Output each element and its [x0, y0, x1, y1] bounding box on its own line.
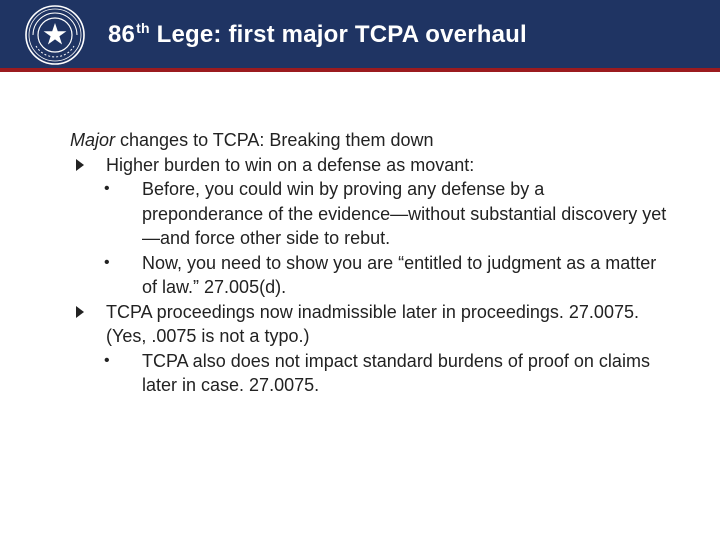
sub-bullet-text: TCPA also does not impact standard burdens of proof on claims later in case. 27.0075. [142, 350, 650, 395]
slide-header [0, 0, 720, 68]
title-superscript: th [136, 20, 150, 36]
attorney-general-seal-icon [24, 4, 86, 66]
dot-bullet-icon: • [104, 351, 110, 369]
sub-bullet-point [70, 251, 670, 300]
bullet-point [70, 300, 670, 349]
triangle-bullet-icon [76, 306, 84, 318]
title-number: 86 [108, 21, 136, 48]
section-heading [70, 128, 670, 153]
bullet-point [70, 153, 670, 178]
heading-rest: changes to TCPA: Breaking them down [115, 130, 434, 150]
sub-bullet-point [70, 177, 670, 251]
dot-bullet-icon: • [104, 253, 110, 271]
bullet-text: TCPA proceedings now inadmissible later in proceedings. 27.0075. (Yes, .0075 is not a typo.) [106, 301, 639, 346]
header-divider [0, 68, 720, 72]
triangle-bullet-icon [76, 159, 84, 171]
title-text: Lege: first major TCPA overhaul [149, 21, 527, 48]
heading-italic: Major [70, 130, 116, 150]
dot-bullet-icon: • [104, 180, 110, 197]
slide-title [108, 20, 527, 49]
sub-bullet-text: Now, you need to show you are “entitled to judgment as a matter of law.” 27.005(d). [142, 252, 657, 297]
slide-body [70, 128, 670, 398]
bullet-text: Higher burden to win on a defense as movant: [106, 154, 475, 175]
sub-bullet-point [70, 349, 670, 398]
sub-bullet-text: Before, you could win by proving any defense by a preponderance of the evidence—without substantial discovery yet—and force other side to rebut. [142, 179, 667, 248]
